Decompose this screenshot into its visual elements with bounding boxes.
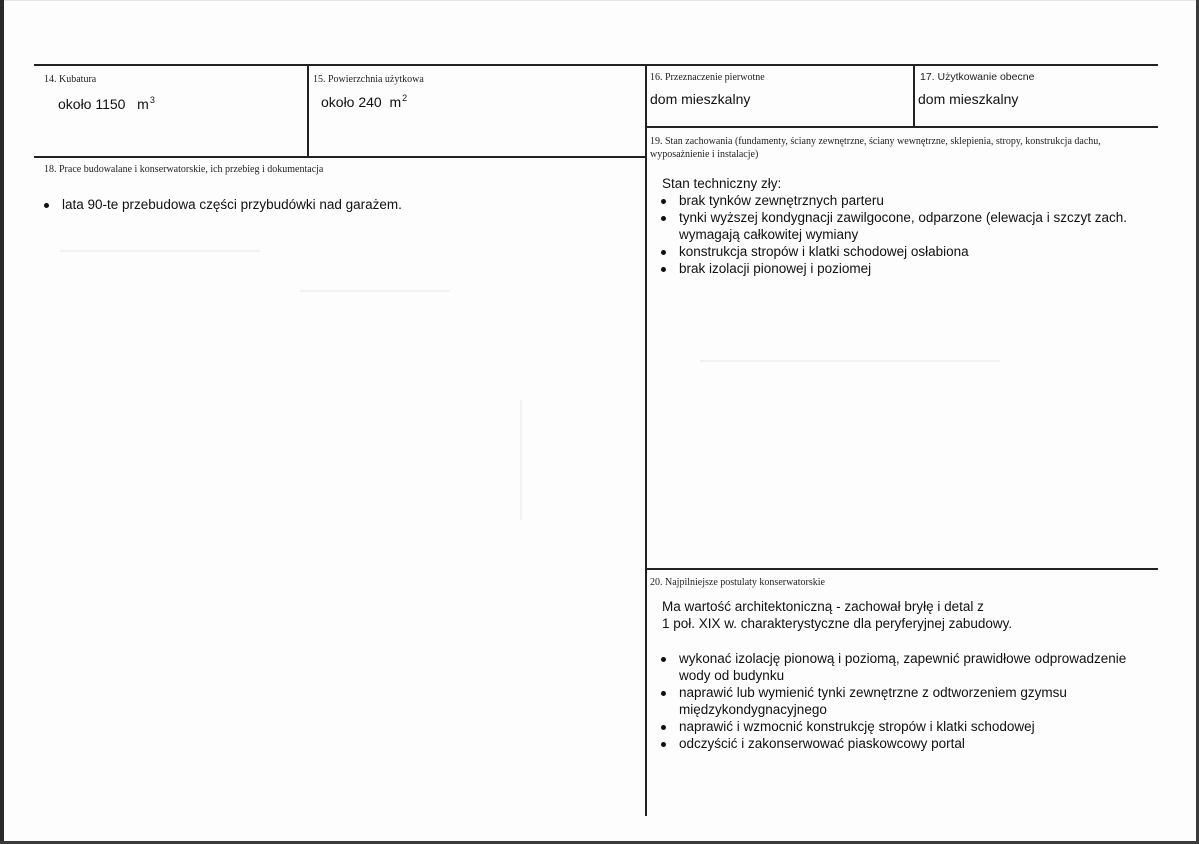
powierzchnia-number: około 240: [321, 94, 382, 110]
field-14-label: 14. Kubatura: [44, 74, 97, 85]
field-16-label: 16. Przeznaczenie pierwotne: [650, 72, 765, 83]
divider-main: [645, 64, 647, 816]
list-item: brak izolacji pionowej i poziomej: [657, 260, 1127, 277]
field-19-content: [657, 192, 1127, 277]
rule-top: [34, 64, 1158, 66]
list-item: wykonać izolację pionową i poziomą, zapewnić prawidłowe odprowadzenie wody od budynku: [657, 650, 1152, 684]
field-20-intro-line1: Ma wartość architektoniczną - zachował bryłę i detal z: [662, 599, 984, 614]
field-20-label: 20. Najpilniejsze postulaty konserwatorskie: [650, 577, 825, 588]
powierzchnia-unit: m: [389, 94, 402, 110]
list-item: brak tynków zewnętrznych parteru: [657, 192, 1127, 209]
field-17-value: dom mieszkalny: [918, 91, 1019, 107]
field-16-value: dom mieszkalny: [650, 91, 751, 107]
kubatura-exponent: 3: [149, 95, 155, 105]
rule-right-lower: [645, 568, 1158, 570]
field-18-content: [40, 196, 630, 213]
scan-ghost-line: [520, 400, 522, 520]
scan-ghost-line: [60, 250, 260, 252]
list-item: lata 90-te przebudowa części przybudówki nad garażem.: [40, 196, 630, 213]
scan-ghost-line: [300, 290, 450, 292]
list-item: konstrukcja stropów i klatki schodowej osłabiona: [657, 243, 1127, 260]
field-20-content: [657, 650, 1152, 752]
field-17-label: 17. Użytkowanie obecne: [920, 71, 1035, 83]
field-18-label: 18. Prace budowalane i konserwatorskie, ich przebieg i dokumentacja: [44, 164, 324, 175]
field-14-value: [58, 95, 155, 112]
field-20-intro-line2: 1 poł. XIX w. charakterystyczne dla peryferyjnej zabudowy.: [662, 616, 1013, 631]
list-item: tynki wyższej kondygnacji zawilgocone, odparzone (elewacja i szczyt zach. wymagają całkowitej wymiany: [657, 209, 1127, 243]
rule-left-row: [34, 156, 646, 158]
scan-edge-left: [0, 0, 4, 844]
field-15-label: 15. Powierzchnia użytkowa: [313, 74, 424, 85]
field-15-value: [321, 93, 407, 110]
scan-ghost-line: [700, 360, 1000, 362]
rule-right-row: [645, 126, 1158, 128]
kubatura-unit: m: [137, 96, 149, 112]
list-item: naprawić i wzmocnić konstrukcję stropów i klatki schodowej: [657, 718, 1152, 735]
powierzchnia-exponent: 2: [402, 93, 408, 103]
field-19-label-line1: 19. Stan zachowania (fundamenty, ściany zewnętrzne, ściany wewnętrzne, sklepienia, stropy, konstrukcja dachu,: [650, 136, 1101, 147]
field-19-intro: Stan techniczny zły:: [662, 176, 782, 191]
divider-16-17: [913, 64, 915, 127]
field-19-label-line2: wyposażnienie i instalacje): [650, 149, 759, 160]
list-item: odczyścić i zakonserwować piaskowcowy portal: [657, 735, 1152, 752]
kubatura-number: około 1150: [58, 96, 126, 112]
divider-14-15: [307, 64, 309, 157]
list-item: naprawić lub wymienić tynki zewnętrzne z odtworzeniem gzymsu międzykondygnacyjnego: [657, 684, 1152, 718]
